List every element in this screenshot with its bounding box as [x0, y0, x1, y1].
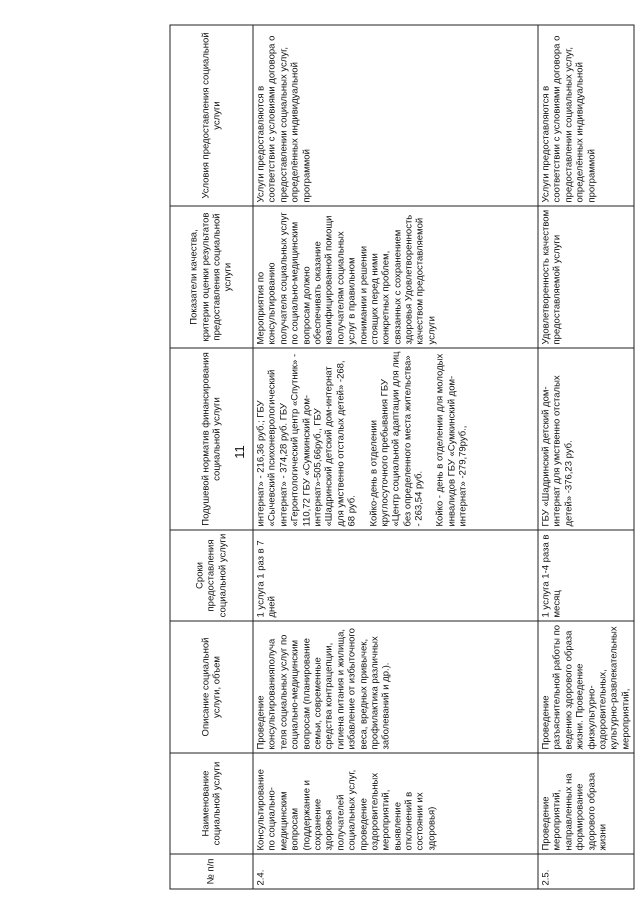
row-name: Проведение мероприятий, направленных на формирование здорового образа жизни [538, 753, 634, 854]
table-row [253, 25, 538, 889]
services-table [170, 25, 635, 890]
header-num: № п/п [170, 854, 253, 889]
row-terms: 1 услуга 1-4 раза в месяц [538, 530, 634, 621]
norm-paragraph: интернат» - 216,36 руб.; ГБУ «Сычевский психоневрологический интернат» - 374,28 руб. ГБУ «Геронтологический центр «Спутник» - 110,72 ГБУ «Сумкинский дом-интернат»-505,66руб., ГБУ «Шадринский детский дом-интернат для умственно отсталых детей» -268, 68 руб. [255, 353, 358, 527]
row-conditions: Услуги предоставляются в соответствии с условиями договора о предоставлении социальных услуг, определённых индивидуальной программой [538, 25, 634, 206]
services-table-rotated [170, 32, 632, 890]
norm-paragraph: ГБУ «Шадринский детский дом-интернат для умственно отсталых детей» -376,23 руб. [540, 375, 575, 527]
header-name: Наименование социальной услуги [170, 753, 253, 854]
header-description: Описание социальной услуги, объем [170, 621, 253, 753]
row-norm [538, 348, 634, 530]
row-norm [253, 348, 538, 530]
row-conditions: Услуги предоставляются в соответствии с условиями договора о предоставлении социальных услуг, определённых индивидуальной программой [253, 25, 538, 206]
header-norm: Подушевой норматив финансирования социальной услуги [170, 348, 253, 530]
header-quality: Показатели качества, критерии оценки результатов предоставления социальной услуги [170, 206, 253, 348]
row-num: 2.4. [253, 854, 538, 889]
norm-paragraph: Койко - день в отделении для молодых инвалидов ГБУ «Сумкинский дом-интернат» -279,79руб., [434, 353, 469, 527]
page-number: 11 [232, 445, 247, 459]
row-terms: 1 услуга 1 раз в 7 дней [253, 530, 538, 621]
row-name: Консультирование по социально-медицинским вопросам (поддержание и сохранение здоровья получателей социальных услуг, проведение оздоровительных мероприятий, выявление отклонений в состоянии их здоровья) [253, 753, 538, 854]
row-description: Проведение консультированияполуча теля социальных услуг по социально-медицинским вопросам (планирование семьи, современные средства контрацепции, гигиена питания и жилища, избавление от избыточного веса, вредных привычек, профилактика различных заболеваний и др.). [253, 621, 538, 753]
table-row [538, 25, 634, 889]
norm-paragraph: Койко-день в отделении круглосуточного пребывания ГБУ «Центр социальной адаптации для лиц без определенного места жительства» - 263,54 руб. [368, 351, 425, 527]
row-num: 2.5. [538, 854, 634, 889]
table-header-row [170, 25, 253, 889]
row-quality: Мероприятия по консультированию получателя социальных услуг по социально-медицинским вопросам должно обеспечивать оказание квалифицированной помощи получателям социальных услуг в правильном понимании и решении стоящих перед ними конкретных проблем, связанных с сохранением здоровья Удовлетворенность качеством предоставляемой услуги [253, 206, 538, 348]
row-description: Проведение разъяснительной работы по ведению здорового образа жизни. Проведение физкультурно-оздоровительных, культурно-развлекательных мероприятий, [538, 621, 634, 753]
header-terms: Сроки предоставления социальной услуги [170, 530, 253, 621]
header-conditions: Условия предоставления социальной услуги [170, 25, 253, 206]
row-quality: Удовлетворенность качеством предоставляемой услуги [538, 206, 634, 348]
